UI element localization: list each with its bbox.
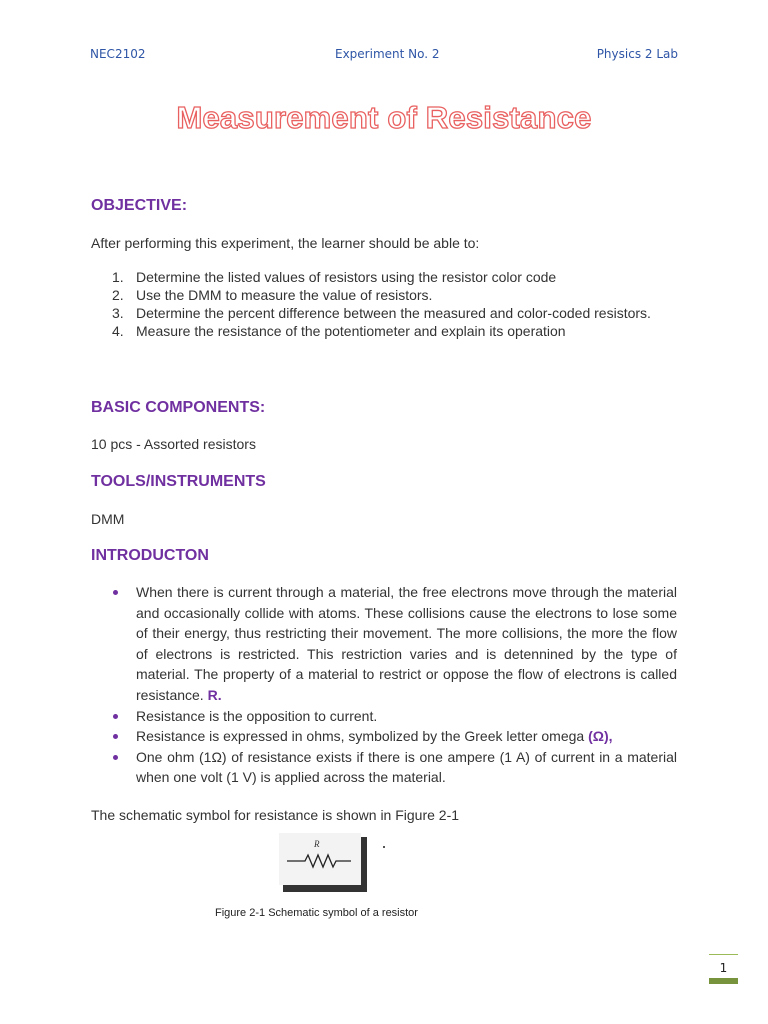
list-item: One ohm (1Ω) of resistance exists if there is one ampere (1 A) of current in a material when one volt (1 V) is applied across the material. <box>91 747 677 788</box>
bullet-icon <box>113 755 118 760</box>
components-heading: BASIC COMPONENTS: <box>91 399 266 416</box>
header-course-code: NEC2102 <box>90 47 146 61</box>
list-item: Resistance is expressed in ohms, symbolized by the Greek letter omega (Ω), <box>91 726 677 747</box>
omega-symbol: (Ω), <box>588 728 613 745</box>
bullet-icon <box>113 714 118 719</box>
resistor-label: R <box>314 839 320 849</box>
tools-text: DMM <box>91 511 125 527</box>
figure-caption: Figure 2-1 Schematic symbol of a resistor <box>215 907 418 919</box>
resistor-symbol-icon <box>279 833 361 885</box>
page-number-box <box>709 954 738 984</box>
resistor-figure <box>279 833 367 892</box>
objective-list <box>91 268 677 340</box>
list-item: 2. Use the DMM to measure the value of resistors. <box>112 287 433 303</box>
page-number-bar <box>709 978 738 984</box>
components-text: 10 pcs - Assorted resistors <box>91 436 256 452</box>
resistance-symbol: R. <box>207 686 222 703</box>
header-lab-name: Physics 2 Lab <box>596 47 678 61</box>
bullet-icon <box>113 734 118 739</box>
tools-heading: TOOLS/INSTRUMENTS <box>91 473 266 490</box>
objective-heading: OBJECTIVE: <box>91 197 188 214</box>
intro-list <box>91 582 677 788</box>
list-item: 3. Determine the percent difference between the measured and color-coded resistors. <box>112 305 651 321</box>
list-item: 1. Determine the listed values of resistors using the resistor color code <box>112 269 557 285</box>
list-item: When there is current through a material, the free electrons move through the material and occasionally collide with atoms. These collisions cause the electrons to lose some of their energy, thus restricting their movement. The more collisions, the more the flow of electrons is restricted. This restriction varies and is detennined by the type of material. The property of a material to restrict or oppose the flow of electrons is called resistance. R. <box>91 582 677 706</box>
page-title: Measurement of Resistance <box>176 100 592 135</box>
stray-dot <box>383 846 385 848</box>
bullet-icon <box>113 590 118 595</box>
list-item: Resistance is the opposition to current. <box>91 706 677 727</box>
page-number: 1 <box>719 961 728 975</box>
intro-heading: INTRODUCTON <box>91 547 209 564</box>
objective-intro: After performing this experiment, the learner should be able to: <box>91 235 480 251</box>
list-item: 4. Measure the resistance of the potentiometer and explain its operation <box>112 323 566 339</box>
schematic-text: The schematic symbol for resistance is shown in Figure 2-1 <box>91 807 460 823</box>
header-experiment-number: Experiment No. 2 <box>335 47 440 61</box>
